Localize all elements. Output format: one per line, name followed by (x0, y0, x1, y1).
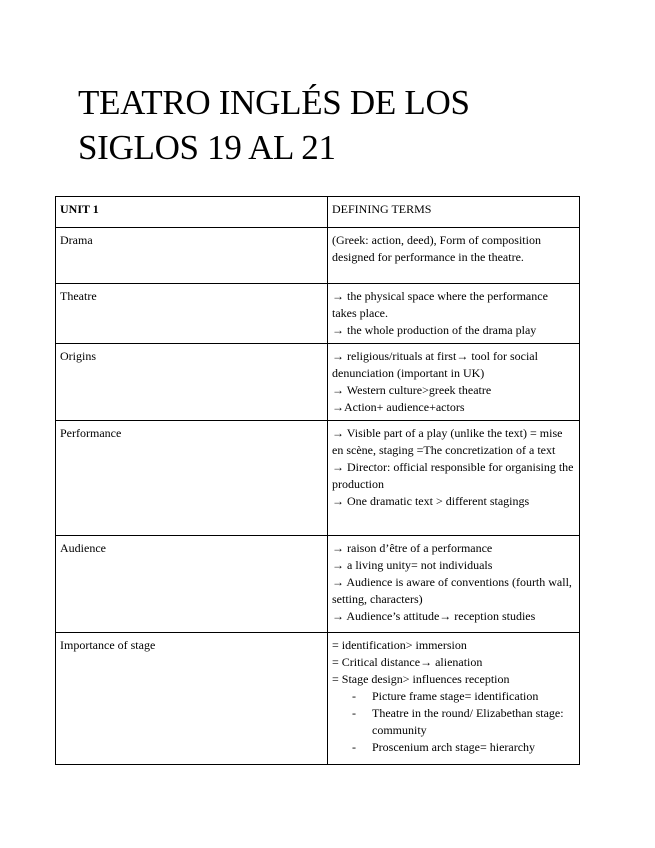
definition-line: → the physical space where the performance takes place. (332, 289, 548, 320)
definition-line: → Visible part of a play (unlike the text) = mise en scène, staging =The concretization of a text (332, 426, 563, 457)
list-item: - Picture frame stage= identification (352, 688, 575, 705)
definition-line: → a living unity= not individuals (332, 558, 493, 572)
list-item: - Proscenium arch stage= hierarchy (352, 739, 575, 756)
document-title: TEATRO INGLÉS DE LOS SIGLOS 19 AL 21 (78, 83, 470, 167)
definition-line: (Greek: action, deed), Form of composition designed for performance in the theatre. (332, 233, 541, 264)
table-row-theatre (56, 284, 580, 344)
definition-line: → One dramatic text > different stagings (332, 494, 530, 508)
term-cell: Importance of stage (56, 633, 328, 765)
definition-cell (328, 228, 580, 284)
table-row-drama (56, 228, 580, 284)
term-cell: Performance (56, 421, 328, 536)
defining-terms-table (55, 196, 580, 765)
stage-types-list (332, 688, 575, 756)
definition-line: → Audience’s attitude→ reception studies (332, 609, 536, 623)
table-row-performance (56, 421, 580, 536)
definition-cell (328, 633, 580, 765)
definition-cell (328, 344, 580, 421)
table-row-importance-of-stage (56, 633, 580, 765)
definition-line: → Audience is aware of conventions (fourth wall, setting, characters) (332, 575, 572, 606)
definition-line: → religious/rituals at first→ tool for social denunciation (important in UK) (332, 349, 538, 380)
term-cell: Audience (56, 536, 328, 633)
table-row-origins (56, 344, 580, 421)
list-item: - Theatre in the round/ Elizabethan stage: community (352, 705, 575, 739)
definition-line: → Western culture>greek theatre (332, 383, 492, 397)
table-row-audience (56, 536, 580, 633)
definition-cell (328, 421, 580, 536)
definition-line: → raison d’être of a performance (332, 541, 493, 555)
table-header-row (56, 197, 580, 228)
definition-line: → the whole production of the drama play (332, 323, 537, 337)
definition-line: →Action+ audience+actors (332, 400, 465, 414)
header-unit: UNIT 1 (56, 197, 328, 228)
definition-cell (328, 536, 580, 633)
definition-cell (328, 284, 580, 344)
header-defining-terms: DEFINING TERMS (328, 197, 580, 228)
term-cell: Drama (56, 228, 328, 284)
definition-line: → Director: official responsible for organising the production (332, 460, 574, 491)
definition-line: = Critical distance→ alienation (332, 655, 483, 669)
definition-line: = identification> immersion (332, 638, 467, 652)
term-cell: Origins (56, 344, 328, 421)
definition-line: = Stage design> influences reception (332, 672, 510, 686)
term-cell: Theatre (56, 284, 328, 344)
